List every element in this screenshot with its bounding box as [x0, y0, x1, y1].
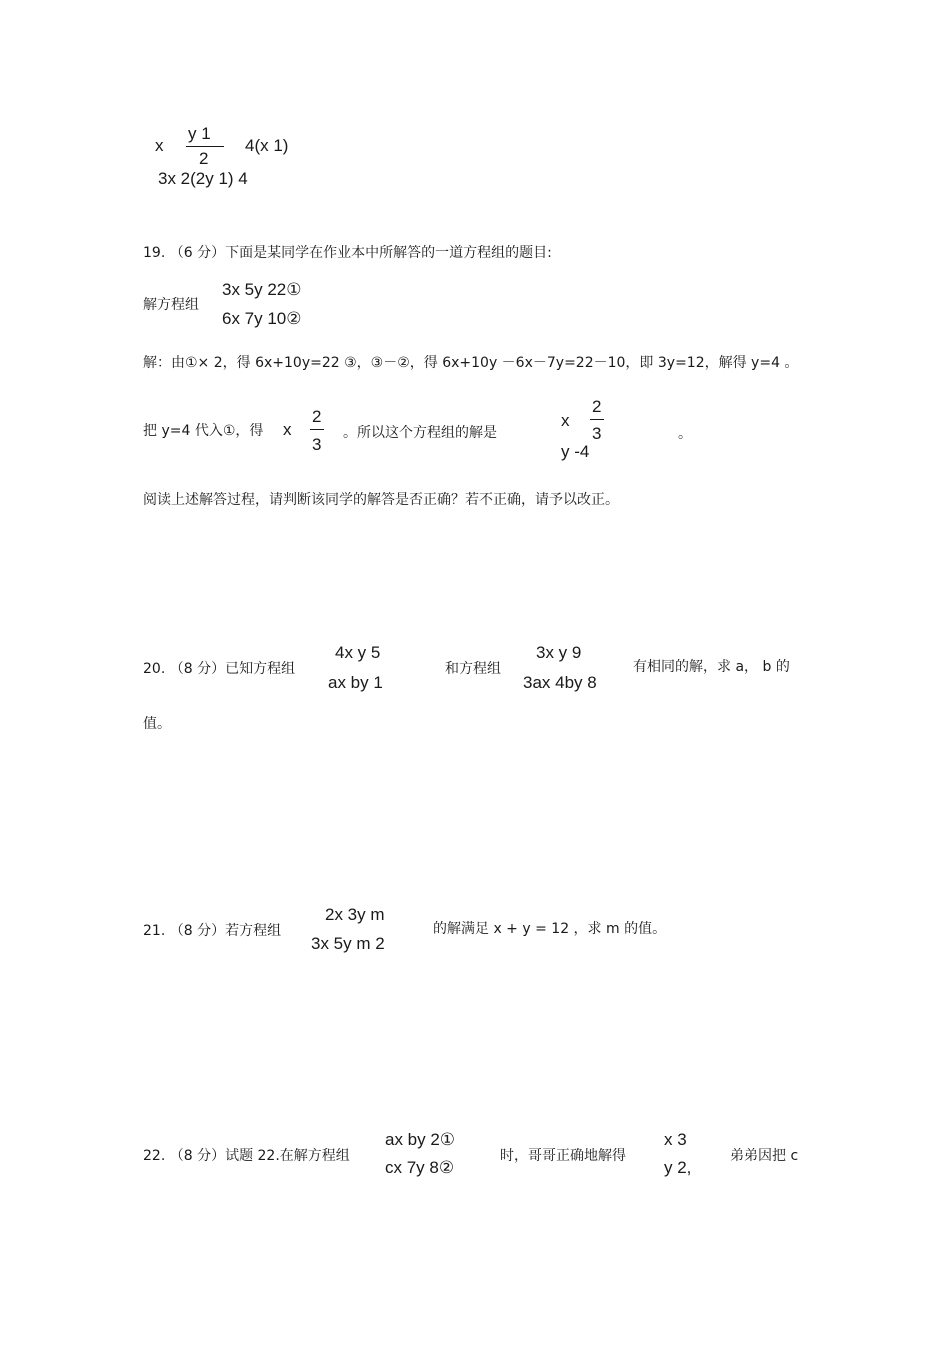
q20-tail: 有相同的解，求 a， b 的: [633, 659, 790, 675]
q21-eq2: 3x 5y m 2: [311, 934, 385, 953]
q20-system1-eq1: 4x y 5: [335, 643, 381, 662]
q20-system1-eq2: ax by 1: [328, 673, 383, 692]
q22-eq1: ax by 2①: [385, 1130, 456, 1149]
q22-solution-y: y 2,: [664, 1158, 692, 1177]
q19-answer-x: x: [561, 411, 570, 430]
q22-eq2: cx 7y 8②: [385, 1158, 455, 1177]
q21-eq1: 2x 3y m: [325, 905, 385, 924]
q19-sub-fraction-bar: [310, 429, 324, 430]
q22-mid: 时，哥哥正确地解得: [500, 1148, 626, 1164]
top-eq2: 3x 2(2y 1) 4: [158, 169, 248, 188]
q19-solution-line: 解：由①× 2，得 6x+10y=22 ③，③－②，得 6x+10y －6x－7y=22－10，即 3y=12，解得 y=4 。: [143, 355, 799, 371]
q22-stem: 22. （8 分）试题 22.在解方程组: [143, 1148, 350, 1164]
q19-stem: 19. （6 分）下面是某同学在作业本中所解答的一道方程组的题目:: [143, 245, 552, 261]
q19-substitution-mid: 。所以这个方程组的解是: [343, 425, 497, 441]
top-eq1-x: x: [155, 136, 164, 155]
top-eq1-fraction-bar: [186, 146, 224, 147]
q19-answer-denominator: 3: [592, 424, 602, 443]
q19-sub-denominator: 3: [312, 435, 322, 454]
q19-sub-x: x: [283, 420, 292, 439]
q19-task: 阅读上述解答过程，请判断该同学的解答是否正确？若不正确，请予以改正。: [143, 492, 619, 508]
q20-system2-eq2: 3ax 4by 8: [523, 673, 597, 692]
q19-eq1: 3x 5y 22①: [222, 280, 302, 299]
q19-eq2: 6x 7y 10②: [222, 309, 302, 328]
q19-substitution-prefix: 把 y=4 代入①，得: [143, 423, 264, 439]
q22-tail: 弟弟因把 c: [730, 1148, 799, 1164]
q22-solution-x: x 3: [664, 1130, 687, 1149]
q20-stem: 20. （8 分）已知方程组: [143, 661, 296, 677]
q21-stem: 21. （8 分）若方程组: [143, 923, 282, 939]
q19-sub-numerator: 2: [312, 407, 322, 426]
q19-answer-fraction-bar: [590, 419, 604, 420]
q21-tail: 的解满足 x + y = 12 ，求 m 的值。: [433, 921, 667, 937]
top-eq1-denominator: 2: [199, 149, 209, 168]
q19-system-label: 解方程组: [143, 297, 199, 313]
q20-system2-eq1: 3x y 9: [536, 643, 582, 662]
q20-mid: 和方程组: [445, 661, 501, 677]
q19-substitution-end: 。: [678, 426, 692, 442]
q19-answer-y: y -4: [561, 442, 590, 461]
top-eq1-rhs: 4(x 1): [245, 136, 289, 155]
top-eq1-numerator: y 1: [188, 124, 211, 143]
q20-tail-continued: 值。: [143, 716, 171, 732]
q19-answer-numerator: 2: [592, 397, 602, 416]
